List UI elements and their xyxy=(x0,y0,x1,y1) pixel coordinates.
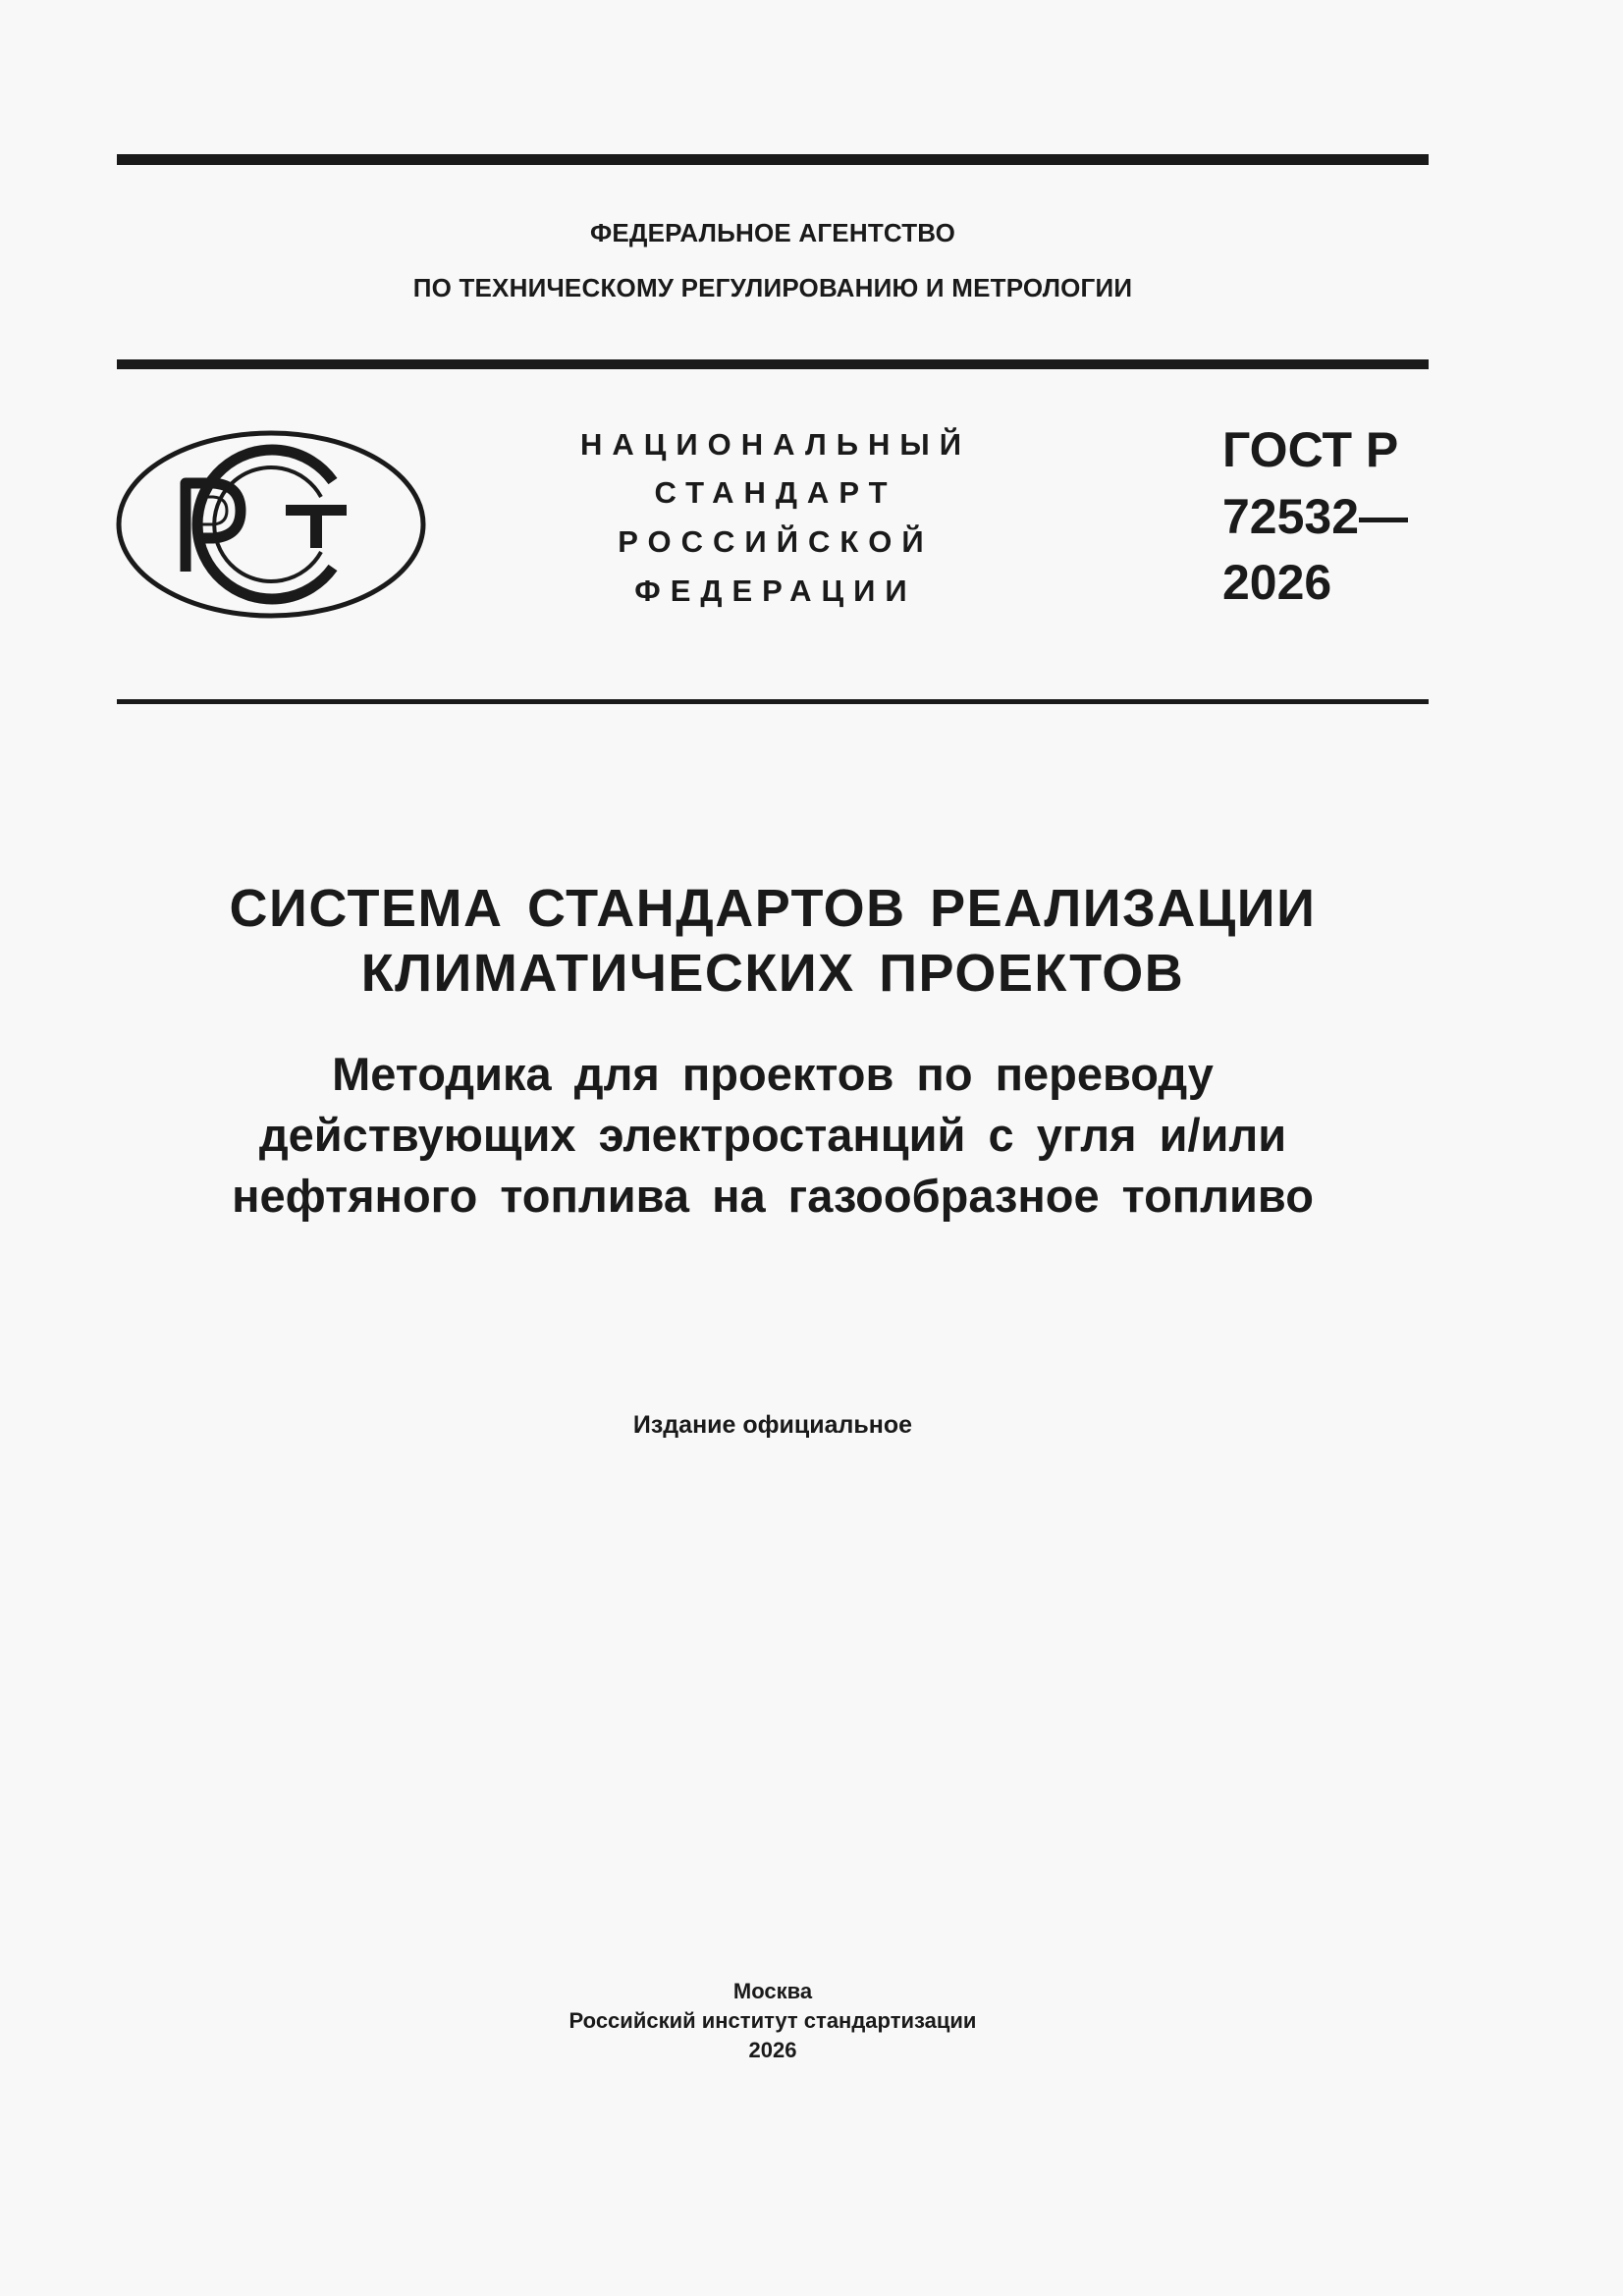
publication-year: 2026 xyxy=(748,2038,797,2062)
agency-name-line-2: ПО ТЕХНИЧЕСКОМУ РЕГУЛИРОВАНИЮ И МЕТРОЛОГИИ xyxy=(412,273,1133,302)
lower-rule xyxy=(117,699,1429,704)
agency-name-line-1: ФЕДЕРАЛЬНОЕ АГЕНТСТВО xyxy=(589,218,956,247)
document-subtitle-line-3: нефтяного топлива на газообразное топливо xyxy=(232,1170,1314,1222)
standard-type-line-1: НАЦИОНАЛЬНЫЙ xyxy=(579,427,972,462)
edition-label: Издание официальное xyxy=(632,1411,913,1439)
middle-rule xyxy=(117,359,1429,369)
document-subtitle-line-1: Методика для проектов по переводу xyxy=(332,1048,1214,1100)
document-subtitle-line-2: действующих электростанций с угля и/или xyxy=(258,1109,1287,1161)
rst-certification-mark-icon xyxy=(115,428,427,621)
publisher-name: Российский институт стандартизации xyxy=(568,2008,977,2033)
designation-line-3: 2026 xyxy=(1222,555,1332,610)
designation-line-2: 72532— xyxy=(1222,489,1409,544)
document-title-line-1: СИСТЕМА СТАНДАРТОВ РЕАЛИЗАЦИИ xyxy=(229,879,1317,938)
publisher-city: Москва xyxy=(732,1979,813,2003)
designation-line-1: ГОСТ Р xyxy=(1222,422,1399,477)
top-rule xyxy=(117,154,1429,165)
standard-type-line-3: РОССИЙСКОЙ xyxy=(618,524,934,559)
standard-type-line-4: ФЕДЕРАЦИИ xyxy=(634,574,917,608)
document-title-line-2: КЛИМАТИЧЕСКИХ ПРОЕКТОВ xyxy=(360,944,1185,1003)
standard-type-line-2: СТАНДАРТ xyxy=(654,475,897,510)
